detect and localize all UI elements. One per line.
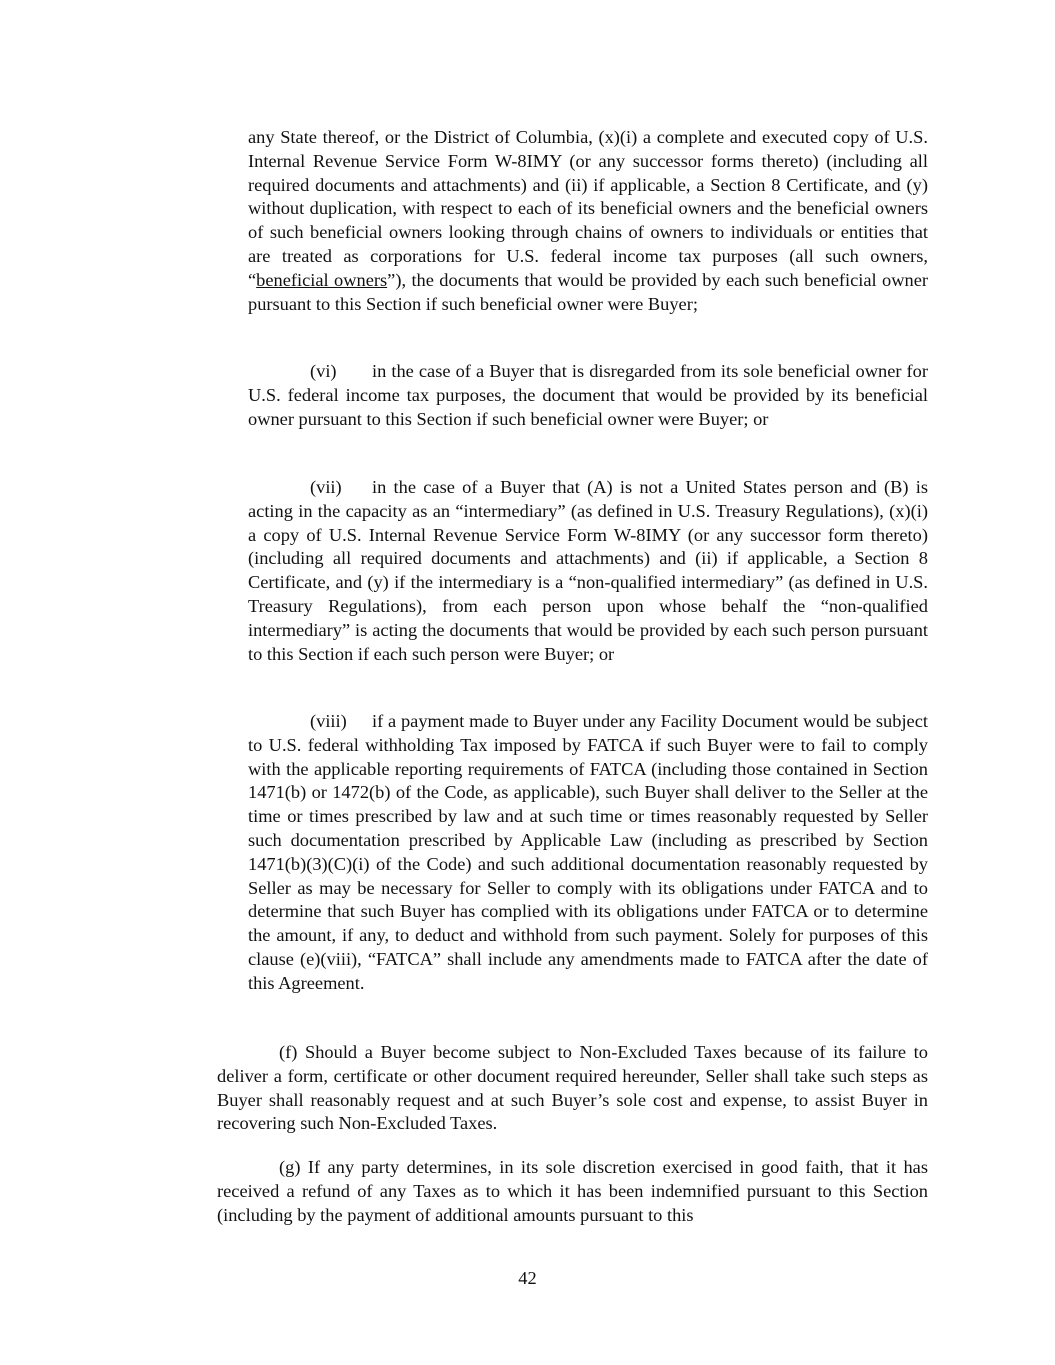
clause-viii-label: (viii) <box>310 711 347 731</box>
paragraph-continuation <box>248 126 928 316</box>
clause-viii <box>248 710 928 996</box>
continuation-text-after: ”), the documents that would be provided by each such beneficial owner pursuant to this Section if such beneficial owner were Buyer; <box>248 269 928 314</box>
clause-f <box>217 1041 928 1136</box>
clause-g-text: If any party determines, in its sole discretion exercised in good faith, that it has received a refund of any Taxes as to which it has been indemnified pursuant to this Section (including by the payment of additional amounts pursuant to this <box>217 1157 928 1225</box>
page-number: 42 <box>518 1268 537 1288</box>
clause-vii <box>248 476 928 666</box>
clause-vii-label: (vii) <box>310 477 342 497</box>
clause-g-label: (g) <box>279 1157 301 1177</box>
clause-f-text: Should a Buyer become subject to Non-Excluded Taxes because of its failure to deliver a form, certificate or other document required hereunder, Seller shall take such steps as Buyer shall reasonably request and at such Buyer’s sole cost and expense, to assist Buyer in recovering such Non-Excluded Taxes. <box>217 1042 928 1134</box>
defined-term-beneficial-owners: beneficial owners <box>256 269 388 290</box>
clause-viii-text: if a payment made to Buyer under any Facility Document would be subject to U.S. federal withholding Tax imposed by FATCA if such Buyer were to fail to comply with the applicable reporting requirements of FATCA (including those contained in Section 1471(b) or 1472(b) of the Code, as applicable), such Buyer shall deliver to the Seller at the time or times prescribed by law and at such time or times reasonably requested by Seller such documentation prescribed by Applicable Law (including as prescribed by Section 1471(b)(3)(C)(i) of the Code) and such additional documentation reasonably requested by Seller as may be necessary for Seller to comply with its obligations under FATCA and to determine that such Buyer has complied with its obligations under FATCA or to determine the amount, if any, to deduct and withhold from such payment. Solely for purposes of this clause (e)(viii), “FATCA” shall include any amendments made to FATCA after the date of this Agreement. <box>248 711 928 993</box>
continuation-text-before: any State thereof, or the District of Columbia, (x)(i) a complete and executed copy of U.S. Internal Revenue Service Form W-8IMY (or any successor forms thereto) (including all required documents and attachments) and (ii) if applicable, a Section 8 Certificate, and (y) without duplication, with respect to each of its beneficial owners and the beneficial owners of such beneficial owners looking through chains of owners to individuals or entities that are treated as corporations for U.S. federal income tax purposes (all such owners, “ <box>248 127 928 290</box>
clause-vi-label: (vi) <box>310 361 337 381</box>
clause-g <box>217 1156 928 1227</box>
clause-vi <box>248 360 928 431</box>
clause-vii-text: in the case of a Buyer that (A) is not a United States person and (B) is acting in the capacity as an “intermediary” (as defined in U.S. Treasury Regulations), (x)(i) a copy of U.S. Internal Revenue Service Form W-8IMY (or any successor form thereto) (including all required documents and attachments) and (ii) if applicable, a Section 8 Certificate, and (y) if the intermediary is a “non-qualified intermediary” (as defined in U.S. Treasury Regulations), from each person upon whose behalf the “non-qualified intermediary” is acting the documents that would be provided by each such person pursuant to this Section if each such person were Buyer; or <box>248 477 928 664</box>
clause-f-label: (f) <box>279 1042 298 1062</box>
clause-vi-text: in the case of a Buyer that is disregarded from its sole beneficial owner for U.S. federal income tax purposes, the document that would be provided by its beneficial owner pursuant to this Section if such beneficial owner were Buyer; or <box>248 361 928 429</box>
